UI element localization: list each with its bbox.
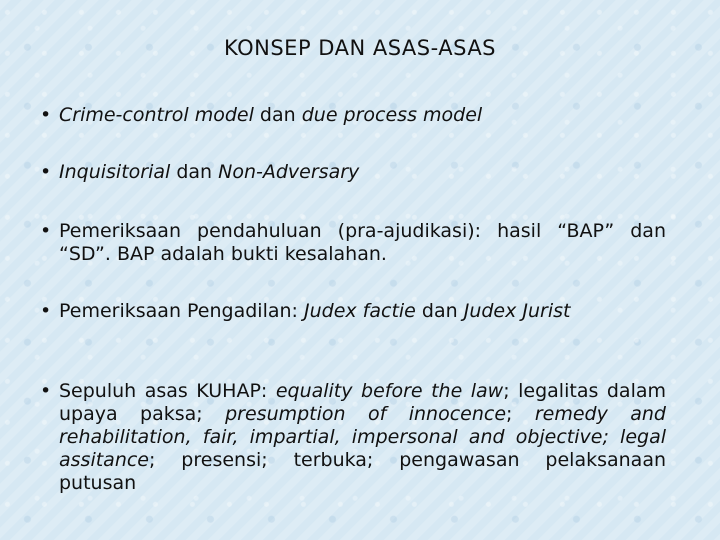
bullet-text	[59, 104, 666, 127]
text-segment: Pemeriksaan Pengadilan:	[59, 300, 304, 322]
bullet-marker: •	[40, 220, 52, 242]
text-segment: Inquisitorial	[59, 161, 171, 183]
text-segment: Judex Jurist	[463, 300, 571, 322]
text-segment: Judex factie	[304, 300, 416, 322]
text-segment: Pemeriksaan pendahuluan (pra-ajudikasi): hasil “BAP” dan “SD”. BAP adalah bukti kesalahan.	[59, 220, 666, 265]
bullet-text	[59, 300, 666, 323]
text-segment: due process model	[301, 104, 483, 126]
slide-title: KONSEP DAN ASAS-ASAS	[223, 36, 497, 60]
bullet-text	[59, 380, 666, 495]
bullet-text	[59, 220, 666, 266]
bullet-item-inquisitorial	[40, 161, 666, 184]
bullet-item-models	[40, 104, 666, 127]
bullet-marker: •	[40, 161, 52, 183]
bullet-marker: •	[40, 380, 52, 402]
text-segment: ; legalitas dalam upaya paksa;	[59, 380, 666, 425]
text-segment: Sepuluh asas KUHAP:	[59, 380, 276, 402]
text-segment: remedy and rehabilitation, fair, impartial, impersonal and objective; legal assitance	[59, 403, 666, 471]
text-segment: Non-Adversary	[218, 161, 360, 183]
text-segment: Crime-control model	[59, 104, 254, 126]
bullet-item-pemeriksaan-pengadilan	[40, 300, 666, 323]
bullet-marker: •	[40, 104, 52, 126]
bullet-item-pemeriksaan-pendahuluan	[40, 220, 666, 266]
bullet-marker: •	[40, 300, 52, 322]
text-segment: ; presensi; terbuka; pengawasan pelaksanaan putusan	[59, 449, 666, 494]
text-segment: dan	[415, 300, 464, 322]
bullet-item-asas-kuhap	[40, 380, 666, 495]
text-segment: dan	[253, 104, 302, 126]
text-segment: ;	[506, 403, 535, 425]
text-segment: equality before the law	[275, 380, 504, 402]
bullet-text	[59, 161, 666, 184]
text-segment: presumption of innocence	[225, 403, 507, 425]
text-segment: dan	[170, 161, 219, 183]
